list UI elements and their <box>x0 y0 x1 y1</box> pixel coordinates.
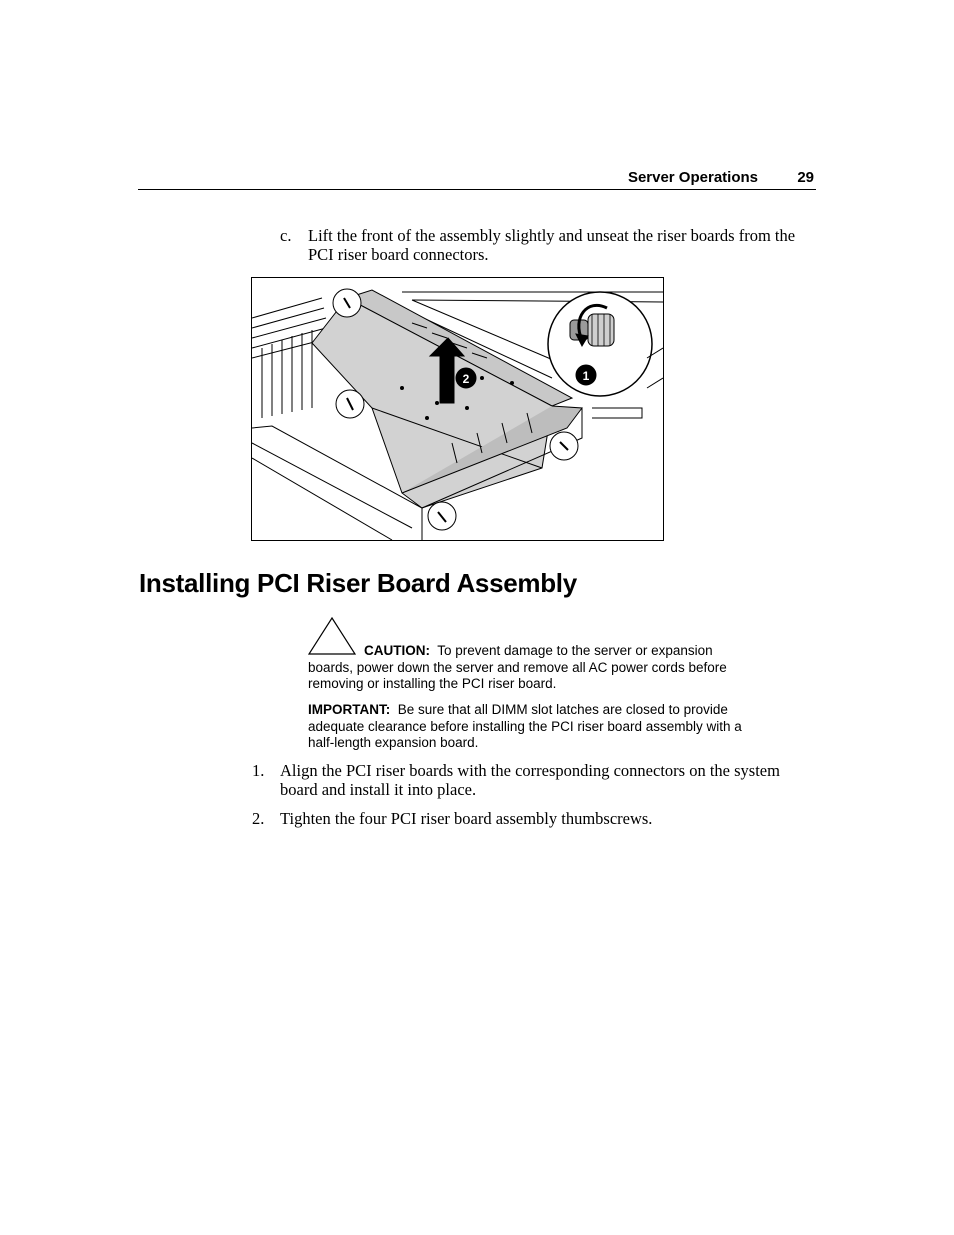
procedure-step-c <box>280 226 810 264</box>
step-marker: c. <box>280 226 292 245</box>
caution-text: To prevent damage to the server or expansion boards, power down the server and remove all AC power cords before removing or installing the PCI riser board. <box>308 643 727 691</box>
header-section-name: Server Operations <box>627 169 758 186</box>
step-text: Tighten the four PCI riser board assembly thumbscrews. <box>280 809 653 828</box>
section-title: Installing PCI Riser Board Assembly <box>139 568 577 598</box>
callout-2: 2 <box>462 372 470 386</box>
callout-1: 1 <box>582 369 590 383</box>
procedure-step-2 <box>252 809 807 828</box>
important-notice <box>308 702 758 752</box>
caution-label: CAUTION: <box>364 643 430 658</box>
illustration-drawing <box>252 278 663 540</box>
page-number: 29 <box>797 169 814 186</box>
caution-triangle-icon <box>308 616 358 656</box>
step-text: Align the PCI riser boards with the corresponding connectors on the system board and install it into place. <box>280 761 780 799</box>
step-text: Lift the front of the assembly slightly and unseat the riser boards from the PCI riser board connectors. <box>308 226 796 264</box>
running-header <box>138 168 816 190</box>
caution-notice <box>308 616 758 693</box>
important-text: Be sure that all DIMM slot latches are closed to provide adequate clearance before installing the PCI riser board assembly with a half-length expansion board. <box>308 702 742 750</box>
important-label: IMPORTANT: <box>308 702 391 717</box>
step-marker: 2. <box>252 809 265 828</box>
procedure-step-1 <box>252 761 807 799</box>
riser-assembly-illustration <box>251 277 664 541</box>
step-marker: 1. <box>252 761 265 780</box>
